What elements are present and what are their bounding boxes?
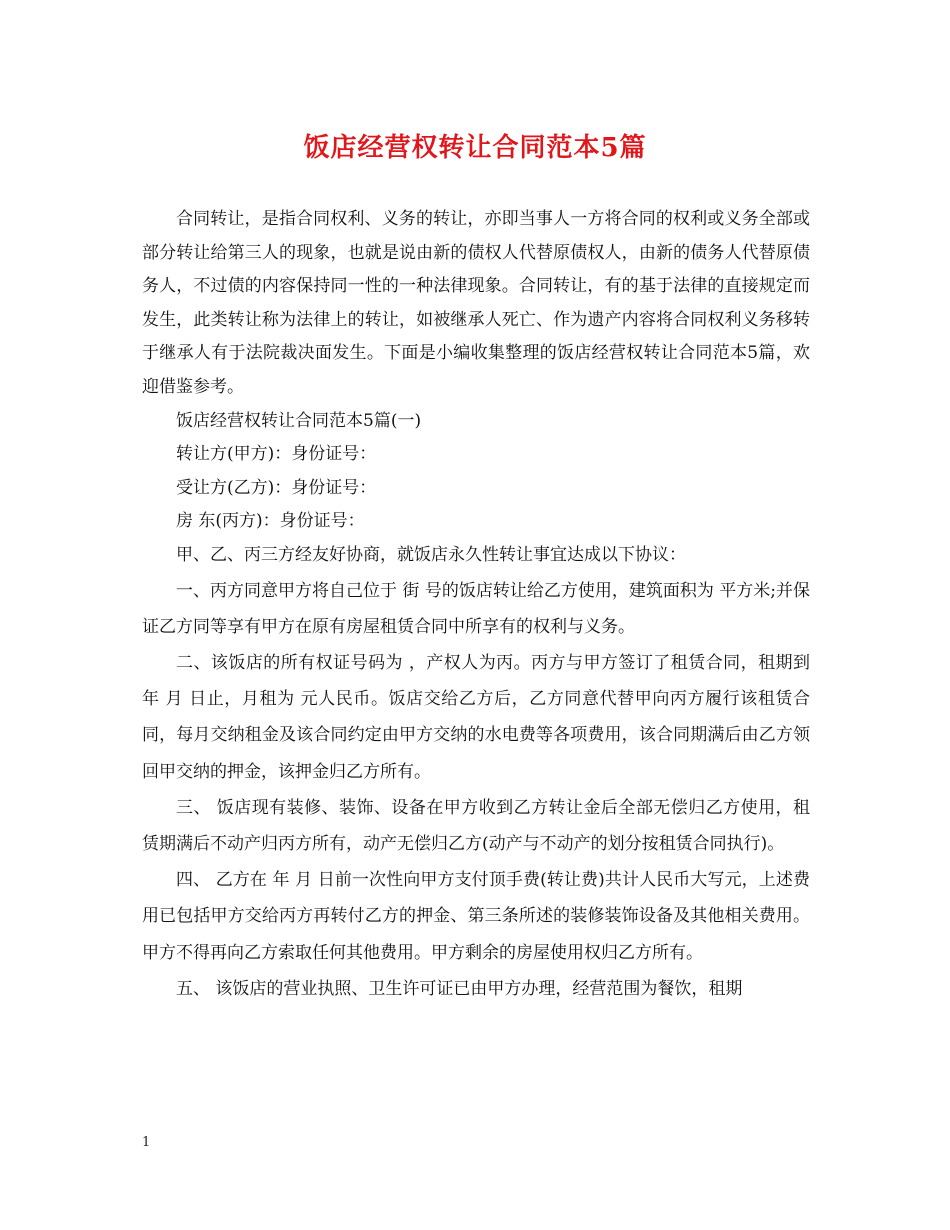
intro-paragraph: 合同转让，是指合同权利、义务的转让，亦即当事人一方将合同的权利或义务全部或部分转让给第三人的现象，也就是说由新的债权人代替原债权人，由新的债务人代替原债务人，不过债的内容保持同一性的一种法律现象。合同转让，有的基于法律的直接规定而发生，此类转让称为法律上的转让，如被继承人死亡、作为遗产内容将合同权利义务移转于继承人有于法院裁决面发生。下面是小编收集整理的饭店经营权转让合同范本5篇，欢迎借鉴参考。 — [142, 209, 810, 397]
clause-3: 三、 饭店现有装修、装饰、设备在甲方收到乙方转让金后全部无偿归乙方使用，租赁期满后不动产归丙方所有，动产无偿归乙方(动产与不动产的划分按租赁合同执行)。 — [142, 797, 810, 854]
party-b-line: 受让方(乙方)：身份证号： — [176, 477, 377, 498]
clause-5: 五、 该饭店的营业执照、卫生许可证已由甲方办理，经营范围为餐饮，租期 — [176, 978, 743, 999]
party-a-line: 转让方(甲方)：身份证号： — [176, 444, 377, 465]
clause-1: 一、丙方同意甲方将自己位于 街 号的饭店转让给乙方使用，建筑面积为 平方米;并保证乙方同等享有甲方在原有房屋租赁合同中所享有的权利与义务。 — [142, 580, 810, 637]
document-body — [142, 203, 810, 1007]
party-c-line: 房 东(丙方)：身份证号： — [176, 511, 365, 532]
clause-2: 二、该饭店的所有权证号码为 ，产权人为丙。丙方与甲方签订了租赁合同，租期到 年 月 日止，月租为 元人民币。饭店交给乙方后，乙方同意代替甲向丙方履行该租赁合同，每月交纳租金及该合同约定由甲方交纳的水电费等各项费用，该合同期满后由乙方领回甲交纳的押金，该押金归乙方所有。 — [142, 652, 810, 782]
clause-4: 四、 乙方在 年 月 日前一次性向甲方支付顶手费(转让费)共计人民币大写元，上述费用已包括甲方交给丙方再转付乙方的押金、第三条所述的装修装饰设备及其他相关费用。甲方不得再向乙方索取任何其他费用。甲方剩余的房屋使用权归乙方所有。 — [142, 870, 810, 963]
document-title: 饭店经营权转让合同范本5篇 — [303, 133, 647, 163]
page-number: 1 — [142, 1135, 151, 1150]
agreement-intro: 甲、乙、丙三方经友好协商，就饭店永久性转让事宜达成以下协议： — [176, 544, 686, 565]
section-heading: 饭店经营权转让合同范本5篇(一) — [176, 410, 422, 431]
